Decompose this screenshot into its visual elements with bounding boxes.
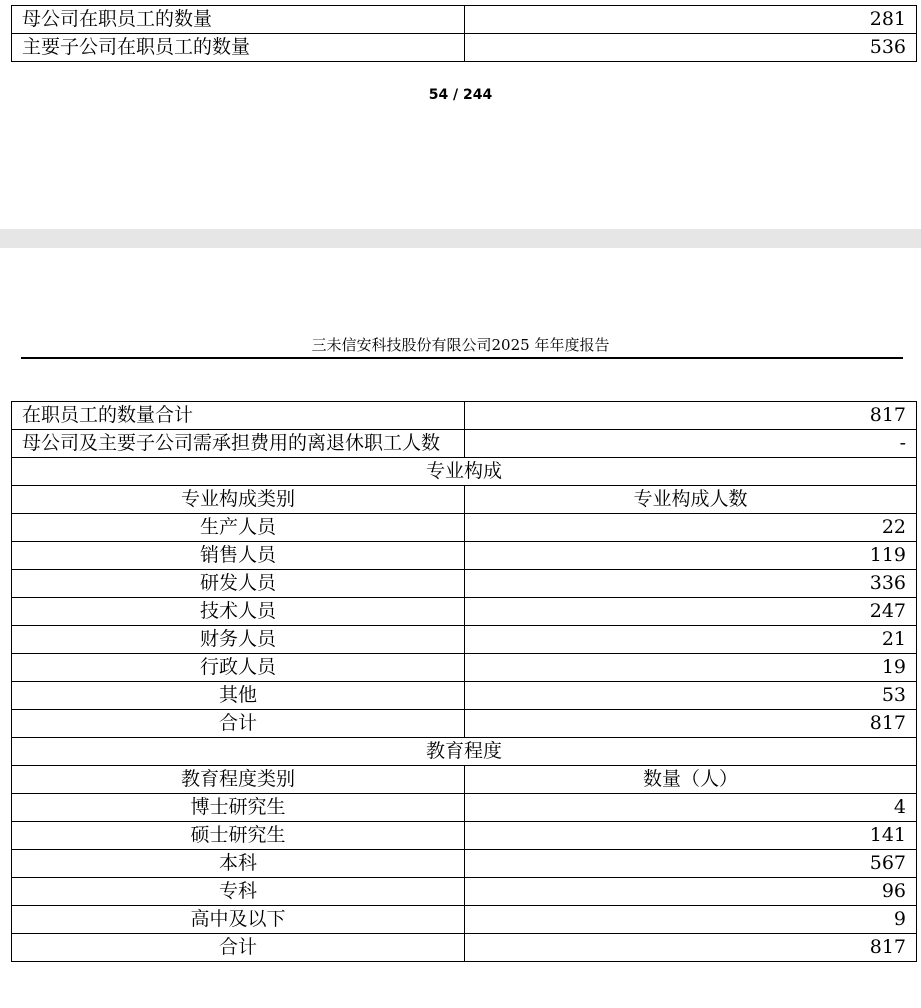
table-row: [12, 906, 917, 934]
table-row: [12, 878, 917, 906]
row-label: 销售人员: [12, 542, 465, 570]
section-title-profession: 专业构成: [12, 458, 917, 486]
row-value: 141: [465, 822, 917, 850]
row-value: 336: [465, 570, 917, 598]
row-label: 行政人员: [12, 654, 465, 682]
row-value: 19: [465, 654, 917, 682]
table-row: [12, 654, 917, 682]
table-row: [12, 626, 917, 654]
page-separator: [0, 229, 921, 248]
row-label: 合计: [12, 934, 465, 962]
table-row: [12, 6, 917, 34]
row-value: -: [465, 430, 917, 458]
header-rule: [21, 357, 903, 359]
column-header-right: 专业构成人数: [465, 486, 917, 514]
table-row: [12, 934, 917, 962]
row-value: 53: [465, 682, 917, 710]
table-row: [12, 514, 917, 542]
table-row: [12, 570, 917, 598]
row-label: 博士研究生: [12, 794, 465, 822]
column-header-left: 教育程度类别: [12, 766, 465, 794]
row-label: 本科: [12, 850, 465, 878]
table-row: [12, 598, 917, 626]
page-header-title: 三未信安科技股份有限公司2025 年年度报告: [311, 336, 610, 354]
employee-table: [11, 401, 917, 962]
row-value: 536: [465, 34, 917, 62]
page-number: 54 / 244: [428, 87, 493, 103]
table-row: [12, 402, 917, 430]
row-value: 21: [465, 626, 917, 654]
row-value: 247: [465, 598, 917, 626]
table-row: [12, 682, 917, 710]
row-label: 在职员工的数量合计: [12, 402, 465, 430]
row-label: 财务人员: [12, 626, 465, 654]
row-value: 817: [465, 710, 917, 738]
table-row: [12, 794, 917, 822]
row-label: 合计: [12, 710, 465, 738]
column-header-right: 数量（人）: [465, 766, 917, 794]
section-header-row: [12, 738, 917, 766]
table-row: [12, 542, 917, 570]
row-label: 专科: [12, 878, 465, 906]
column-header-row: [12, 766, 917, 794]
row-value: 22: [465, 514, 917, 542]
row-label: 研发人员: [12, 570, 465, 598]
row-value: 9: [465, 906, 917, 934]
row-value: 281: [465, 6, 917, 34]
row-label: 技术人员: [12, 598, 465, 626]
row-label: 生产人员: [12, 514, 465, 542]
table-row: [12, 850, 917, 878]
table-row: [12, 710, 917, 738]
headcount-table-top: [11, 5, 917, 62]
row-label: 硕士研究生: [12, 822, 465, 850]
row-value: 4: [465, 794, 917, 822]
table-row: [12, 34, 917, 62]
section-header-row: [12, 458, 917, 486]
table-row: [12, 430, 917, 458]
row-label: 其他: [12, 682, 465, 710]
table-row: [12, 822, 917, 850]
row-value: 96: [465, 878, 917, 906]
row-value: 567: [465, 850, 917, 878]
column-header-left: 专业构成类别: [12, 486, 465, 514]
row-label: 主要子公司在职员工的数量: [12, 34, 465, 62]
section-title-education: 教育程度: [12, 738, 917, 766]
row-label: 母公司在职员工的数量: [12, 6, 465, 34]
row-value: 817: [465, 402, 917, 430]
row-value: 817: [465, 934, 917, 962]
row-label: 母公司及主要子公司需承担费用的离退休职工人数: [12, 430, 465, 458]
row-value: 119: [465, 542, 917, 570]
row-label: 高中及以下: [12, 906, 465, 934]
column-header-row: [12, 486, 917, 514]
